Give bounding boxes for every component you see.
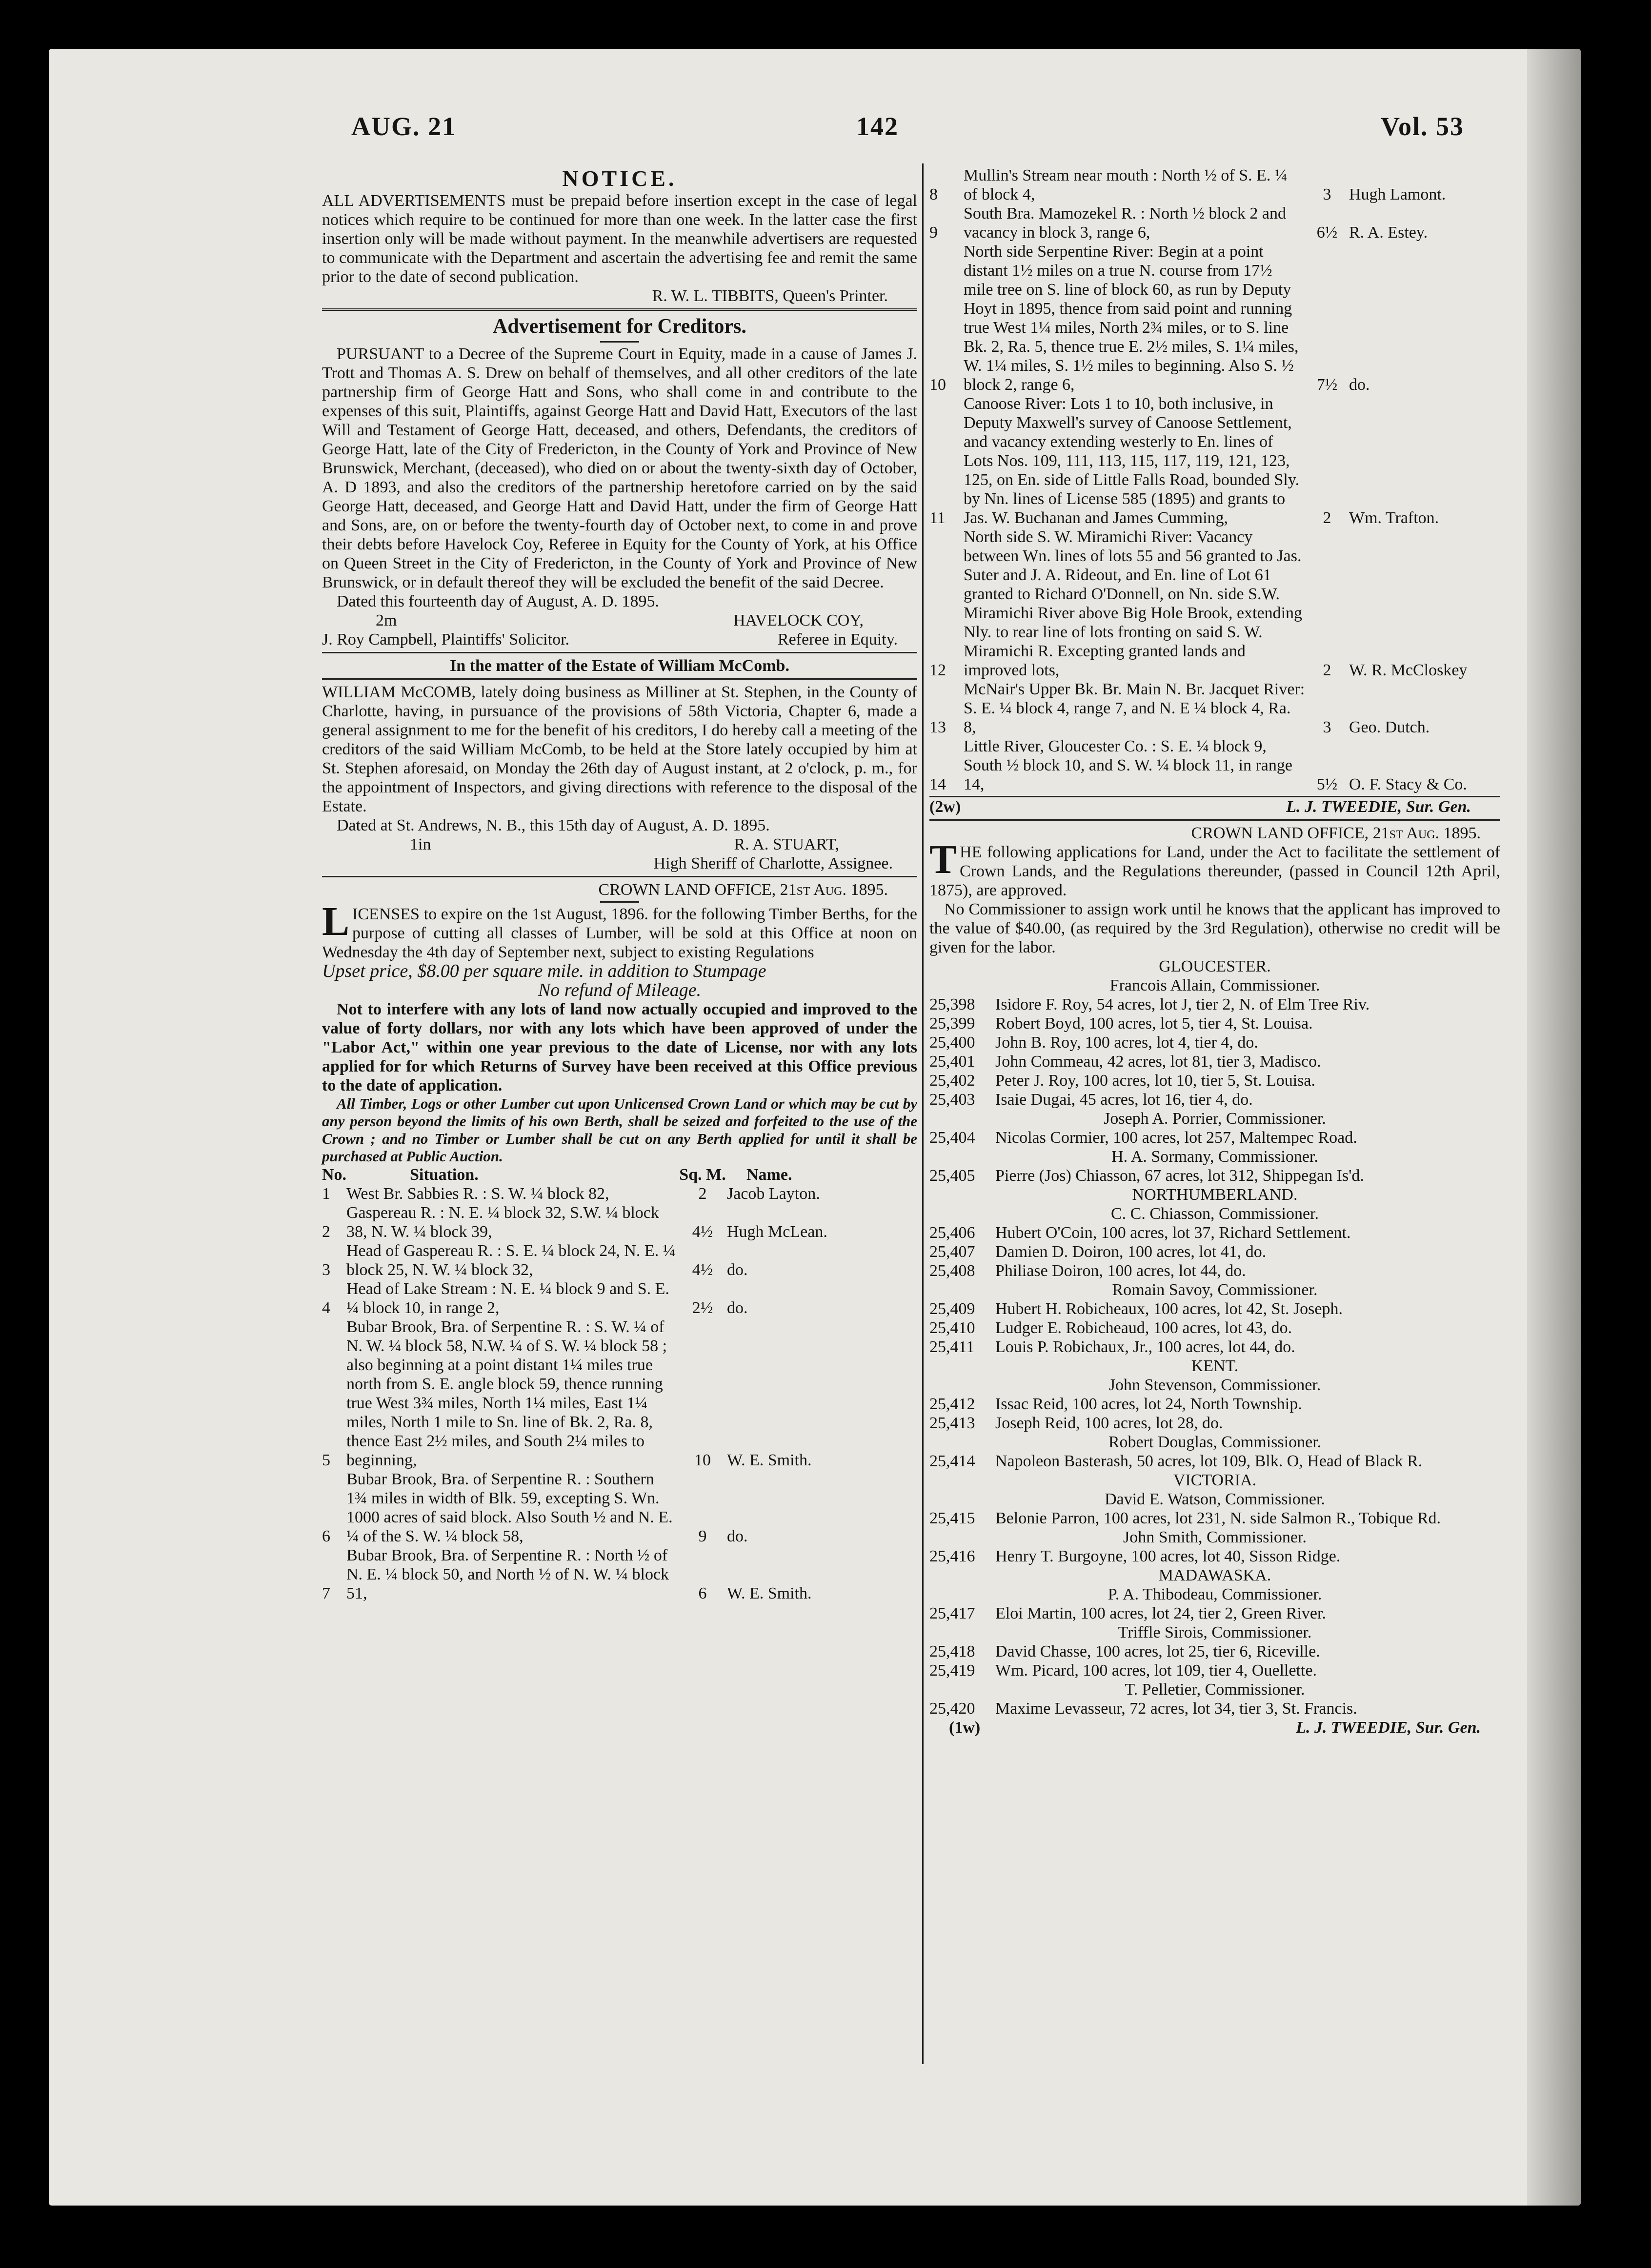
commissioner: David E. Watson, Commissioner. bbox=[1105, 1490, 1325, 1508]
application-entry bbox=[929, 1128, 1500, 1147]
application-text: Eloi Martin, 100 acres, lot 24, tier 2, Green River. bbox=[995, 1604, 1326, 1622]
application-number: 25,420 bbox=[929, 1700, 975, 1718]
application-number: 25,406 bbox=[929, 1224, 975, 1242]
license-sqm: 9 bbox=[698, 1527, 707, 1545]
application-text: Ludger E. Robicheaud, 100 acres, lot 43, do. bbox=[995, 1319, 1292, 1337]
estate-title: In the matter of the Estate of William McComb. bbox=[450, 657, 789, 675]
application-number: 25,414 bbox=[929, 1452, 975, 1470]
notice-body: ALL ADVERTISEMENTS must be prepaid before insertion except in the case of legal notices which require to be continued for more than one week. In the latter case the first insertion only will be made without payment. In the meanwhile advertisers are requested to communicate with the Department and ascertain the advertising fee and remit the same prior to the date of second publication. bbox=[322, 192, 917, 286]
license-row bbox=[929, 204, 1500, 242]
license-row bbox=[929, 737, 1500, 794]
divider-rule bbox=[322, 876, 917, 877]
application-number: 25,402 bbox=[929, 1072, 975, 1090]
license-situation: North side Serpentine River: Begin at a point distant 1½ miles on a true N. course from 17½ mile tree on S. line of block 60, as run by Deputy Hoyt in 1895, thence from said point and running true West 1¼ miles, North 2¾ miles, or to S. line Bk. 2, Ra. 5, thence true E. 2½ miles, S. 1¼ miles, W. 1¼ miles, S. 1½ miles to beginning. Also S. ½ block 2, range 6, bbox=[964, 243, 1299, 394]
license-situation: Bubar Brook, Bra. of Serpentine R. : Southern 1¾ miles in width of Blk. 59, excepting S. Wn. 1000 acres of said block. Also South ½ and N. E. ¼ of the S. W. ¼ block 58, bbox=[346, 1470, 673, 1545]
applications-note: No Commissioner to assign work until he knows that the applicant has improved to the value of $40.00, (as required by the 3rd Regulation), otherwise no credit will be given for the labor. bbox=[929, 900, 1500, 956]
commissioner: T. Pelletier, Commissioner. bbox=[1125, 1681, 1305, 1699]
header-date: AUG. 21 bbox=[351, 112, 456, 141]
license-number: 14 bbox=[929, 775, 946, 793]
creditors-code: 2m bbox=[376, 611, 397, 629]
application-entry bbox=[929, 1052, 1500, 1071]
license-sqm: 7½ bbox=[1316, 376, 1338, 394]
applications-intro bbox=[929, 837, 1500, 900]
application-text: Henry T. Burgoyne, 100 acres, lot 40, Sisson Ridge. bbox=[995, 1547, 1341, 1565]
column-divider bbox=[922, 163, 924, 2064]
divider-rule bbox=[322, 678, 917, 680]
license-sqm: 2 bbox=[1323, 661, 1331, 679]
county-name: MADAWASKA. bbox=[1158, 1566, 1271, 1584]
license-row bbox=[322, 1241, 917, 1279]
col-situation: Situation. bbox=[410, 1166, 479, 1184]
application-number: 25,418 bbox=[929, 1642, 975, 1660]
application-text: Belonie Parron, 100 acres, lot 231, N. side Salmon R., Tobique Rd. bbox=[995, 1509, 1441, 1527]
application-number: 25,404 bbox=[929, 1129, 975, 1147]
application-text: Peter J. Roy, 100 acres, lot 10, tier 5, St. Louisa. bbox=[995, 1072, 1315, 1090]
left-column bbox=[322, 166, 917, 1603]
application-text: Philiase Doiron, 100 acres, lot 44, do. bbox=[995, 1262, 1246, 1280]
estate-signer: R. A. STUART, bbox=[734, 835, 839, 853]
license-row bbox=[322, 1317, 917, 1470]
header-page-number: 142 bbox=[856, 112, 899, 141]
application-text: Joseph Reid, 100 acres, lot 28, do. bbox=[995, 1414, 1223, 1432]
license-number: 4 bbox=[322, 1299, 330, 1317]
license-row bbox=[929, 394, 1500, 527]
county-name: VICTORIA. bbox=[1173, 1471, 1257, 1489]
estate-code: 1in bbox=[410, 835, 431, 853]
creditors-sign-line-2 bbox=[322, 630, 917, 649]
application-number: 25,415 bbox=[929, 1509, 975, 1527]
applications-signature: L. J. TWEEDIE, Sur. Gen. bbox=[1296, 1719, 1481, 1737]
license-name: do. bbox=[727, 1527, 748, 1545]
notice-signature: R. W. L. TIBBITS, Queen's Printer. bbox=[652, 287, 888, 305]
application-text: Isaie Dugai, 45 acres, lot 16, tier 4, do. bbox=[995, 1091, 1253, 1109]
commissioner: John Smith, Commissioner. bbox=[1123, 1528, 1307, 1546]
applications-code: (1w) bbox=[949, 1719, 981, 1737]
license-number: 9 bbox=[929, 223, 938, 242]
license-sqm: 10 bbox=[694, 1451, 711, 1469]
license-sqm: 4½ bbox=[692, 1261, 713, 1279]
commissioner: C. C. Chiasson, Commissioner. bbox=[1111, 1205, 1319, 1223]
licenses-dropcap: L bbox=[322, 899, 350, 944]
short-rule bbox=[600, 901, 639, 903]
header-volume: Vol. 53 bbox=[1381, 112, 1465, 141]
license-situation: Little River, Gloucester Co. : S. E. ¼ block 9, South ½ block 10, and S. W. ¼ block 11, in range 14, bbox=[964, 737, 1292, 793]
estate-signer-title: High Sheriff of Charlotte, Assignee. bbox=[653, 854, 893, 872]
license-number: 13 bbox=[929, 718, 946, 736]
license-number: 11 bbox=[929, 509, 946, 527]
commissioner: Joseph A. Porrier, Commissioner. bbox=[1104, 1110, 1326, 1128]
application-text: Isidore F. Roy, 54 acres, lot J, tier 2, N. of Elm Tree Riv. bbox=[995, 995, 1370, 1013]
license-situation: South Bra. Mamozekel R. : North ½ block 2 and vacancy in block 3, range 6, bbox=[964, 204, 1287, 242]
application-number: 25,409 bbox=[929, 1300, 975, 1318]
license-situation: West Br. Sabbies R. : S. W. ¼ block 82, bbox=[346, 1185, 609, 1203]
application-entry bbox=[929, 1642, 1500, 1661]
application-entry bbox=[929, 1337, 1500, 1357]
license-number: 2 bbox=[322, 1223, 330, 1241]
license-row bbox=[929, 166, 1500, 204]
divider-rule bbox=[322, 308, 917, 311]
estate-body: WILLIAM McCOMB, lately doing business as Milliner at St. Stephen, in the County of Charlotte, having, in pursuance of the provisions of 58th Victoria, Chapter 6, made a general assignment to me for the benefit of his creditors, I do hereby call a meeting of the creditors of the said William McComb, to be held at the Store lately occupied by him at St. Stephen aforesaid, on Monday the 26th day of August instant, at 2 o'clock, p. m., for the appointment of Inspectors, and giving directions with reference to the disposal of the Estate. bbox=[322, 683, 917, 815]
license-name: R. A. Estey. bbox=[1349, 223, 1428, 242]
application-number: 25,410 bbox=[929, 1319, 975, 1337]
license-sqm: 4½ bbox=[692, 1223, 713, 1241]
license-number: 10 bbox=[929, 376, 946, 394]
application-entry bbox=[929, 1509, 1500, 1528]
application-number: 25,413 bbox=[929, 1414, 975, 1432]
license-row bbox=[929, 680, 1500, 737]
application-entry bbox=[929, 1395, 1500, 1414]
license-row bbox=[322, 1184, 917, 1203]
applications-dropcap: T bbox=[929, 837, 957, 882]
application-entry bbox=[929, 1166, 1500, 1185]
license-name: Hugh McLean. bbox=[727, 1223, 827, 1241]
application-text: Maxime Levasseur, 72 acres, lot 34, tier 3, St. Francis. bbox=[995, 1700, 1357, 1718]
application-number: 25,407 bbox=[929, 1243, 975, 1261]
estate-sign-line-1 bbox=[322, 835, 917, 854]
licenses-table-left bbox=[322, 1184, 917, 1603]
license-situation: Gaspereau R. : N. E. ¼ block 32, S.W. ¼ block 38, N. W. ¼ block 39, bbox=[346, 1204, 659, 1241]
application-text: Louis P. Robichaux, Jr., 100 acres, lot 44, do. bbox=[995, 1338, 1295, 1356]
application-entry bbox=[929, 1223, 1500, 1242]
commissioner: John Stevenson, Commissioner. bbox=[1108, 1376, 1321, 1394]
application-entry bbox=[929, 1452, 1500, 1471]
license-number: 5 bbox=[322, 1451, 330, 1469]
license-name: Jacob Layton. bbox=[727, 1185, 820, 1203]
divider-rule bbox=[929, 819, 1500, 821]
col-sqm: Sq. M. bbox=[679, 1166, 726, 1184]
county-name: NORTHUMBERLAND. bbox=[1132, 1186, 1298, 1204]
estate-dated: Dated at St. Andrews, N. B., this 15th day of August, A. D. 1895. bbox=[337, 816, 770, 834]
license-row bbox=[322, 1546, 917, 1603]
referee-name: HAVELOCK COY, bbox=[733, 611, 864, 629]
application-number: 25,399 bbox=[929, 1014, 975, 1033]
licenses-table-right bbox=[929, 166, 1500, 794]
application-entry bbox=[929, 1547, 1500, 1566]
application-entry bbox=[929, 1661, 1500, 1680]
creditors-sign-line-1 bbox=[322, 611, 917, 630]
license-row bbox=[322, 1470, 917, 1546]
license-name: do. bbox=[727, 1299, 748, 1317]
license-name: do. bbox=[727, 1261, 748, 1279]
application-entry bbox=[929, 1604, 1500, 1623]
applications-intro-text: HE following applications for Land, under the Act to facilitate the settlement of Crown Lands, and the Regulations thereunder, (passed in Council 12th April, 1875), are approved. bbox=[929, 843, 1500, 899]
referee-title: Referee in Equity. bbox=[777, 630, 898, 648]
application-text: Hubert H. Robicheaux, 100 acres, lot 42, St. Joseph. bbox=[995, 1300, 1343, 1318]
application-number: 25,398 bbox=[929, 995, 975, 1013]
col-name: Name. bbox=[746, 1166, 792, 1184]
license-sqm: 3 bbox=[1323, 718, 1331, 736]
license-row bbox=[322, 1279, 917, 1317]
application-text: Robert Boyd, 100 acres, lot 5, tier 4, St. Louisa. bbox=[995, 1014, 1313, 1033]
licenses-office-line: CROWN LAND OFFICE, 21st Aug. 1895. bbox=[598, 881, 888, 899]
license-sqm: 2 bbox=[698, 1185, 707, 1203]
license-row bbox=[929, 527, 1500, 680]
notice-title: NOTICE. bbox=[562, 166, 677, 191]
license-number: 1 bbox=[322, 1185, 330, 1203]
licenses-signature: L. J. TWEEDIE, Sur. Gen. bbox=[1286, 798, 1471, 816]
licenses-body: ICENSES to expire on the 1st August, 1896. for the following Timber Berths, for the purpose of cutting all classes of Lumber, will be sold at this Office at noon on Wednesday the 4th day of September next, subject to existing Regulations bbox=[322, 905, 917, 961]
license-situation: Head of Lake Stream : N. E. ¼ block 9 and S. E. ¼ block 10, in range 2, bbox=[346, 1280, 669, 1317]
application-entry bbox=[929, 1699, 1500, 1718]
license-number: 12 bbox=[929, 661, 946, 679]
divider-rule bbox=[322, 652, 917, 653]
applications-office-line: CROWN LAND OFFICE, 21st Aug. 1895. bbox=[1191, 824, 1481, 842]
license-sqm: 6 bbox=[698, 1584, 707, 1602]
application-number: 25,411 bbox=[929, 1338, 975, 1356]
license-name: Wm. Trafton. bbox=[1349, 509, 1439, 527]
application-number: 25,408 bbox=[929, 1262, 975, 1280]
gazette-page bbox=[49, 49, 1581, 2206]
license-situation: Mullin's Stream near mouth : North ½ of S. E. ¼ of block 4, bbox=[964, 166, 1288, 203]
creditors-title: Advertisement for Creditors. bbox=[493, 315, 746, 338]
application-number: 25,405 bbox=[929, 1167, 975, 1185]
right-column bbox=[929, 166, 1500, 1737]
license-situation: Bubar Brook, Bra. of Serpentine R. : S. W. ¼ of N. W. ¼ block 58, N.W. ¼ of S. W. ¼ block 58 ; also beginning at a point distant 1¼ miles true north from S. E. angle block 59, thence running true West 3¾ miles, North 1¼ miles, East 1¼ miles, North 1 mile to Sn. line of Bk. 2, Ra. 8, thence East 2½ miles, and South 2¼ miles to beginning, bbox=[346, 1318, 667, 1469]
application-entry bbox=[929, 1318, 1500, 1337]
applications-sign-line bbox=[929, 1718, 1500, 1737]
license-name: W. E. Smith. bbox=[727, 1584, 812, 1602]
license-name: do. bbox=[1349, 376, 1370, 394]
application-entry bbox=[929, 1090, 1500, 1109]
timber-note: All Timber, Logs or other Lumber cut upon Unlicensed Crown Land or which may be cut by any person beyond the limits of his own Berth, shall be seized and forfeited to the use of the Crown ; and no Timber or Lumber shall be cut on any Berth applied for until it shall be purchased at Public Auction. bbox=[322, 1095, 917, 1165]
license-name: W. E. Smith. bbox=[727, 1451, 812, 1469]
solicitor: J. Roy Campbell, Plaintiffs' Solicitor. bbox=[322, 630, 570, 648]
page-edge-shadow bbox=[1527, 49, 1581, 2206]
license-sqm: 5½ bbox=[1316, 775, 1338, 793]
license-situation: McNair's Upper Bk. Br. Main N. Br. Jacquet River: S. E. ¼ block 4, range 7, and N. E ¼ block 4, Ra. 8, bbox=[964, 680, 1305, 736]
license-name: Hugh Lamont. bbox=[1349, 185, 1446, 203]
application-entry bbox=[929, 1014, 1500, 1033]
license-row bbox=[929, 242, 1500, 394]
application-text: Damien D. Doiron, 100 acres, lot 41, do. bbox=[995, 1243, 1267, 1261]
application-number: 25,403 bbox=[929, 1091, 975, 1109]
application-text: Hubert O'Coin, 100 acres, lot 37, Richard Settlement. bbox=[995, 1224, 1351, 1242]
commissioner: Robert Douglas, Commissioner. bbox=[1108, 1433, 1322, 1451]
commissioner: Romain Savoy, Commissioner. bbox=[1112, 1281, 1318, 1299]
county-name: GLOUCESTER. bbox=[1159, 957, 1271, 975]
application-entry bbox=[929, 1033, 1500, 1052]
application-number: 25,401 bbox=[929, 1053, 975, 1071]
application-entry bbox=[929, 1414, 1500, 1433]
license-name: W. R. McCloskey bbox=[1349, 661, 1468, 679]
license-number: 6 bbox=[322, 1527, 330, 1545]
application-number: 25,416 bbox=[929, 1547, 975, 1565]
commissioner: Francois Allain, Commissioner. bbox=[1109, 976, 1320, 994]
application-entry bbox=[929, 1261, 1500, 1280]
application-entry bbox=[929, 1242, 1500, 1261]
license-situation: Bubar Brook, Bra. of Serpentine R. : North ½ of N. E. ¼ block 50, and North ½ of N. W. ¼ block 51, bbox=[346, 1546, 669, 1602]
short-rule bbox=[600, 341, 639, 343]
license-sqm: 6½ bbox=[1316, 223, 1338, 242]
application-text: Nicolas Cormier, 100 acres, lot 257, Maltempec Road. bbox=[995, 1129, 1357, 1147]
application-text: David Chasse, 100 acres, lot 25, tier 6, Riceville. bbox=[995, 1642, 1320, 1660]
creditors-dated: Dated this fourteenth day of August, A. D. 1895. bbox=[337, 592, 660, 610]
applications-list bbox=[929, 957, 1500, 1718]
license-situation: North side S. W. Miramichi River: Vacancy between Wn. lines of lots 55 and 56 granted to Jas. Suter and J. A. Rideout, and En. line of Lot 61 granted to Richard O'Donnell, on Nn. side S.W. Miramichi River above Big Hole Brook, extending Nly. to rear line of lots fronting on said S. W. Miramichi R. Excepting granted lands and improved lots, bbox=[964, 528, 1303, 679]
application-entry bbox=[929, 1299, 1500, 1318]
license-situation: Head of Gaspereau R. : S. E. ¼ block 24, N. E. ¼ block 25, N. W. ¼ block 32, bbox=[346, 1242, 676, 1279]
county-name: KENT. bbox=[1191, 1357, 1239, 1375]
license-name: Geo. Dutch. bbox=[1349, 718, 1430, 736]
application-entry bbox=[929, 1071, 1500, 1090]
licenses-intro bbox=[322, 899, 917, 962]
col-no: No. bbox=[322, 1166, 347, 1184]
commissioner: H. A. Sormany, Commissioner. bbox=[1111, 1148, 1318, 1166]
not-interfere: Not to interfere with any lots of land now actually occupied and improved to the value of forty dollars, nor with any lots which have been approved of under the "Labor Act," within one year previous to the date of License, nor with any lots applied for for which Returns of Survey have been received at this Office previous to the date of application. bbox=[322, 1000, 917, 1094]
application-text: Wm. Picard, 100 acres, lot 109, tier 4, Ouellette. bbox=[995, 1661, 1317, 1680]
application-text: John B. Roy, 100 acres, lot 4, tier 4, do. bbox=[995, 1033, 1258, 1052]
creditors-body: PURSUANT to a Decree of the Supreme Court in Equity, made in a cause of James J. Trott and Thomas A. S. Drew on behalf of themselves, and all other creditors of the late partnership firm of George Hatt and Sons, who shall come in and contribute to the expenses of this suit, Plaintiffs, against George Hatt and David Hatt, Executors of the last Will and Testament of George Hatt, deceased, and others, Defendants, the creditors of George Hatt, late of the City of Fredericton, in the County of York and Province of New Brunswick, Merchant, (deceased), who died on or about the twenty-sixth day of October, A. D 1893, and also the creditors of the partnership heretofore carried on by the said George Hatt, deceased, and George Hatt and David Hatt, under the firm of George Hatt and Sons, are, on or before the twenty-fourth day of October next, to come in and prove their debts before Havelock Coy, Referee in Equity for the County of York, at his Office on Queen Street in the City of Fredericton, in the County of York and Province of New Brunswick, or in default thereof they will be excluded the benefit of the said Decree. bbox=[322, 345, 917, 591]
application-text: Napoleon Basterash, 50 acres, lot 109, Blk. O, Head of Black R. bbox=[995, 1452, 1423, 1470]
licenses-table-header bbox=[322, 1165, 917, 1184]
license-sqm: 2½ bbox=[692, 1299, 713, 1317]
license-sqm: 3 bbox=[1323, 185, 1331, 203]
license-row bbox=[322, 1203, 917, 1241]
application-number: 25,412 bbox=[929, 1395, 975, 1413]
application-number: 25,400 bbox=[929, 1033, 975, 1052]
license-number: 7 bbox=[322, 1584, 330, 1602]
application-text: John Commeau, 42 acres, lot 81, tier 3, Madisco. bbox=[995, 1053, 1321, 1071]
application-text: Issac Reid, 100 acres, lot 24, North Township. bbox=[995, 1395, 1302, 1413]
commissioner: Triffle Sirois, Commissioner. bbox=[1118, 1623, 1312, 1641]
license-sqm: 2 bbox=[1323, 509, 1331, 527]
application-number: 25,417 bbox=[929, 1604, 975, 1622]
license-number: 3 bbox=[322, 1261, 330, 1279]
application-number: 25,419 bbox=[929, 1661, 975, 1680]
commissioner: P. A. Thibodeau, Commissioner. bbox=[1107, 1585, 1322, 1603]
application-entry bbox=[929, 995, 1500, 1014]
no-refund: No refund of Mileage. bbox=[538, 980, 702, 1000]
license-number: 8 bbox=[929, 185, 938, 203]
licenses-code: (2w) bbox=[929, 798, 961, 816]
application-text: Pierre (Jos) Chiasson, 67 acres, lot 312, Shippegan Is'd. bbox=[995, 1167, 1364, 1185]
upset-price: Upset price, $8.00 per square mile. in addition to Stumpage bbox=[322, 961, 766, 981]
license-situation: Canoose River: Lots 1 to 10, both inclusive, in Deputy Maxwell's survey of Canoose Settlement, and vacancy extending westerly to En. lines of Lots Nos. 109, 111, 113, 115, 117, 119, 121, 123, 125, on En. side of Little Falls Road, bounded Sly. by Nn. lines of License 585 (1895) and grants to Jas. W. Buchanan and James Cumming, bbox=[964, 395, 1300, 527]
license-name: O. F. Stacy & Co. bbox=[1349, 775, 1467, 793]
licenses-sign-line bbox=[929, 796, 1500, 816]
